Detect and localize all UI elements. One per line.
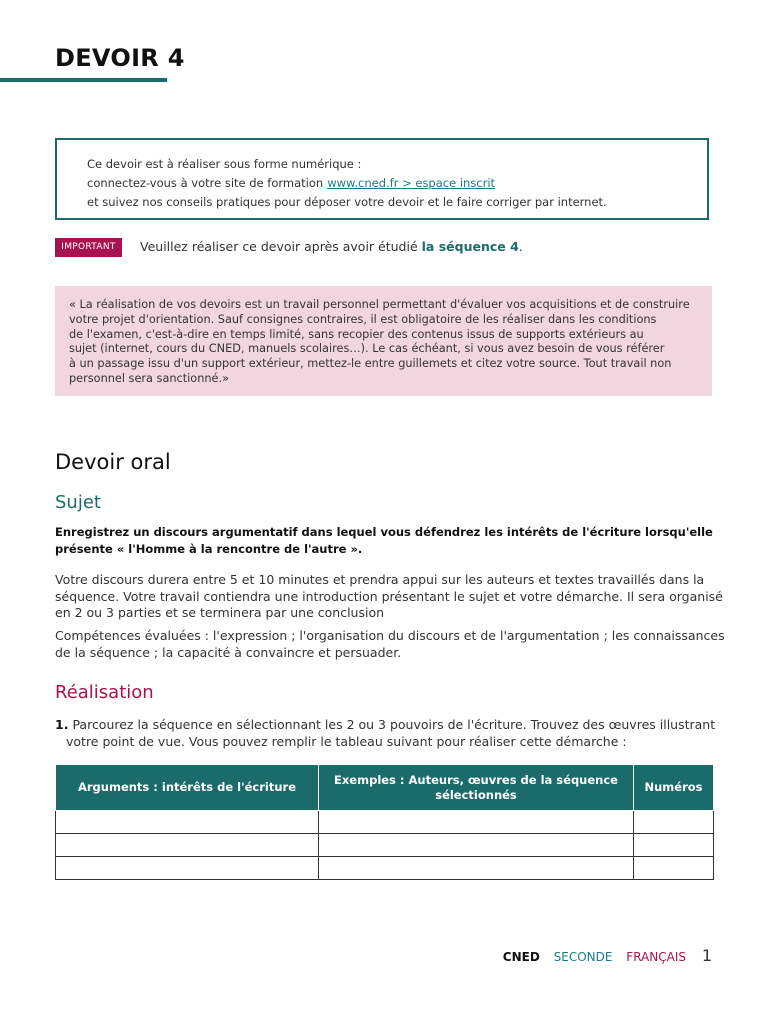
footer-level: SECONDE <box>553 950 613 964</box>
table-cell[interactable] <box>634 811 714 834</box>
item-line: Parcourez la séquence en sélectionnant les 2 ou 3 pouvoirs de l'écriture. Trouvez des œuvres illustrant <box>72 717 716 732</box>
realisation-heading: Réalisation <box>55 682 154 703</box>
quote-line: de l'examen, c'est-à-dire en temps limité, sans recopier des contenus issus de supports extérieurs au <box>69 327 644 341</box>
info-line-3: et suivez nos conseils pratiques pour déposer votre devoir et le faire corriger par internet. <box>87 195 607 209</box>
list-item <box>55 716 715 750</box>
table-cell[interactable] <box>319 857 634 880</box>
table-cell[interactable] <box>634 834 714 857</box>
header-examples: Exemples : Auteurs, œuvres de la séquence sélectionnés <box>319 765 634 811</box>
info-box <box>55 138 709 220</box>
quote-line: sujet (internet, cours du CNED, manuels scolaires…). Le cas échéant, si vous avez besoin de vous référer <box>69 342 665 356</box>
quote-line: « La réalisation de vos devoirs est un travail personnel permettant d'évaluer vos acquisitions et de construire <box>69 298 690 311</box>
sequence-reference: la séquence 4 <box>421 239 519 254</box>
table-cell[interactable] <box>56 811 319 834</box>
arguments-table <box>55 764 714 880</box>
table-row <box>56 857 714 880</box>
table-cell[interactable] <box>319 811 634 834</box>
important-badge: IMPORTANT <box>55 238 122 257</box>
instructions-paragraph <box>55 572 723 622</box>
quote-line: à un passage issu d'un support extérieur, mettez-le entre guillemets et citez votre source. Tout travail non <box>69 357 672 371</box>
page-title: DEVOIR 4 <box>55 44 185 72</box>
subject-heading: Sujet <box>55 492 101 513</box>
paragraph-line: de la séquence ; la capacité à convaincre et persuader. <box>55 644 402 660</box>
paragraph-line: en 2 ou 3 parties et se terminera par une conclusion <box>55 605 385 620</box>
title-underline <box>0 78 167 82</box>
quote-line: votre projet d'orientation. Sauf consignes contraires, il est obligatoire de les réaliser dans les conditions <box>69 312 657 326</box>
subject-prompt <box>55 524 713 558</box>
table-header-row <box>56 765 714 811</box>
quote-box <box>55 286 712 396</box>
info-line-2-text: connectez-vous à votre site de formation <box>87 176 324 190</box>
item-line: votre point de vue. Vous pouvez remplir le tableau suivant pour réaliser cette démarche : <box>66 734 627 749</box>
table-cell[interactable] <box>56 857 319 880</box>
page-number: 1 <box>701 946 712 965</box>
footer-subject: FRANÇAIS <box>626 950 686 964</box>
paragraph-line: Votre discours durera entre 5 et 10 minutes et prendra appui sur les auteurs et textes travaillés dans la <box>55 572 705 587</box>
skills-paragraph <box>55 628 725 661</box>
paragraph-line: séquence. Votre travail contiendra une introduction présentant le sujet et votre démarche. Il sera organisé <box>55 588 723 604</box>
table-row <box>56 834 714 857</box>
prompt-line: Enregistrez un discours argumentatif dans lequel vous défendrez les intérêts de l'écriture lorsqu'elle <box>55 525 713 539</box>
table-cell[interactable] <box>634 857 714 880</box>
table-cell[interactable] <box>56 834 319 857</box>
footer-brand: CNED <box>502 950 540 964</box>
page-footer <box>503 946 712 965</box>
cned-link[interactable]: www.cned.fr > espace inscrit <box>327 176 496 190</box>
important-text-prefix: Veuillez réaliser ce devoir après avoir étudié <box>140 239 418 254</box>
paragraph-line: Compétences évaluées : l'expression ; l'organisation du discours et de l'argumentation ; les connaissances <box>55 628 725 643</box>
item-number: 1. <box>55 717 69 732</box>
section-heading: Devoir oral <box>55 450 171 474</box>
quote-line: personnel sera sanctionné.» <box>69 371 229 385</box>
table-cell[interactable] <box>319 834 634 857</box>
header-arguments: Arguments : intérêts de l'écriture <box>56 765 319 811</box>
prompt-line: présente « l'Homme à la rencontre de l'autre ». <box>55 542 363 556</box>
header-numbers: Numéros <box>634 765 714 811</box>
info-line-1: Ce devoir est à réaliser sous forme numérique : <box>87 157 362 171</box>
table-row <box>56 811 714 834</box>
info-line-2 <box>87 174 707 193</box>
important-text-suffix: . <box>518 239 523 254</box>
important-text <box>140 239 523 254</box>
